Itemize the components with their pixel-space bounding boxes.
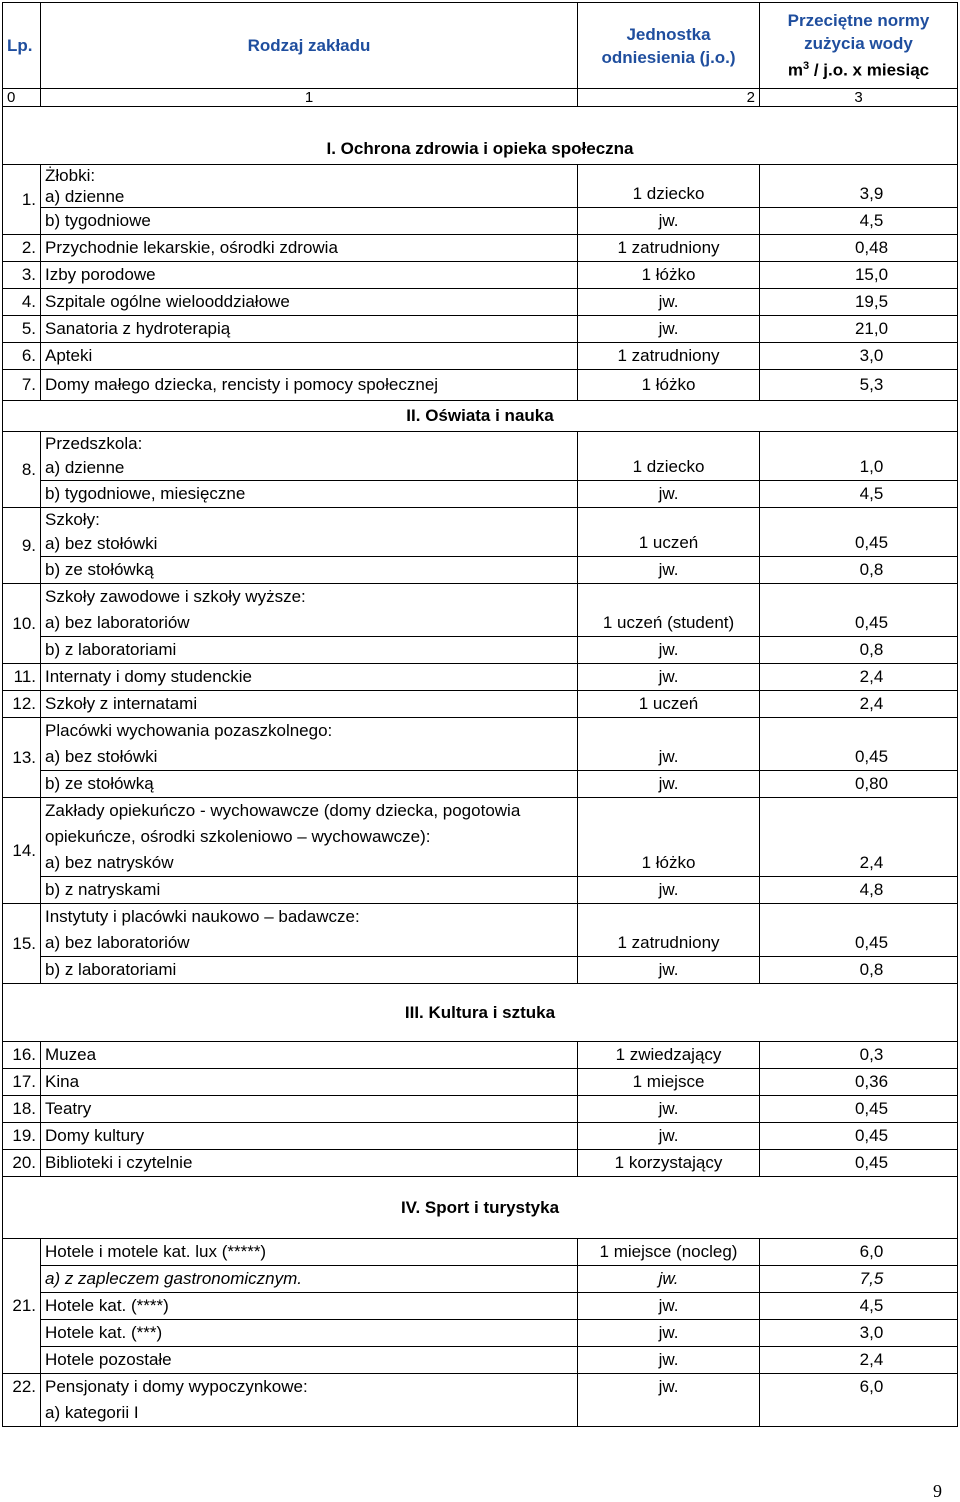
column-numbers-row [3,89,958,107]
row-name: Teatry [41,1096,578,1123]
row-value: 5,3 [760,370,958,401]
col-number: 1 [41,89,578,107]
row-name: Przychodnie lekarskie, ośrodki zdrowia [41,235,578,262]
header-type: Rodzaj zakładu [41,3,578,89]
header-norms-label: Przeciętne normy zużycia wody [787,11,930,54]
table-row [3,691,958,718]
row-lp: 16. [3,1042,41,1069]
row-unit: 1 miejsce [578,1069,760,1096]
header-norms [760,3,958,89]
row-unit: 1 dziecko [578,432,760,481]
section-title: IV. Sport i turystyka [3,1177,958,1239]
row-unit: 1 uczeń [578,691,760,718]
col-number: 3 [760,89,958,107]
row-value: 19,5 [760,289,958,316]
row-unit: jw. [578,208,760,235]
row-lp: 3. [3,262,41,289]
row-unit: 1 uczeń [578,508,760,557]
row-value: 7,5 [760,1266,958,1293]
row-value: 3,0 [760,343,958,370]
table-row [3,165,958,208]
row-unit: jw. [578,557,760,584]
row-unit: jw. [578,289,760,316]
row-unit: jw. [578,957,760,984]
table-row [3,508,958,557]
row-name: Instytuty i placówki naukowo – badawcze: a) bez laboratoriów [41,904,578,957]
row-value: 0,8 [760,637,958,664]
table-row [3,637,958,664]
table-row [3,771,958,798]
row-unit: jw. [578,316,760,343]
row-value: 21,0 [760,316,958,343]
row-name: b) ze stołówką [41,771,578,798]
row-name: Domy małego dziecka, rencisty i pomocy społecznej [41,370,578,401]
row-value: 15,0 [760,262,958,289]
row-name: Szkoły: a) bez stołówki [41,508,578,557]
table-row [3,1150,958,1177]
row-lp: 7. [3,370,41,401]
row-unit: 1 dziecko [578,165,760,208]
page-number: 9 [933,1481,942,1501]
row-name: b) tygodniowe, miesięczne [41,481,578,508]
row-lp: 5. [3,316,41,343]
row-unit: jw. [578,1123,760,1150]
row-unit: jw. [578,1096,760,1123]
row-lp: 9. [3,508,41,584]
row-value: 0,45 [760,508,958,557]
row-value: 6,0 [760,1239,958,1266]
row-name: b) z laboratoriami [41,957,578,984]
row-value: 0,45 [760,718,958,771]
row-name: Zakłady opiekuńczo - wychowawcze (domy dziecka, pogotowia opiekuńcze, ośrodki szkoleniowo – wychowawcze): a) bez natrysków [41,798,578,877]
row-name: Muzea [41,1042,578,1069]
row-unit: 1 miejsce (nocleg) [578,1239,760,1266]
row-name: b) ze stołówką [41,557,578,584]
row-unit: jw. [578,1293,760,1320]
row-unit: jw. [578,1320,760,1347]
row-name: Biblioteki i czytelnie [41,1150,578,1177]
row-unit: jw. [578,637,760,664]
row-unit: 1 zatrudniony [578,235,760,262]
row-lp: 10. [3,584,41,664]
row-value: 4,5 [760,1293,958,1320]
row-name: Szkoły zawodowe i szkoły wyższe: a) bez laboratoriów [41,584,578,637]
row-value: 0,36 [760,1069,958,1096]
header-unit: Jednostka odniesienia (j.o.) [578,3,760,89]
section-row [3,1177,958,1239]
row-unit: 1 łóżko [578,262,760,289]
row-unit: 1 zatrudniony [578,343,760,370]
row-value: 0,45 [760,1150,958,1177]
row-unit: jw. [578,481,760,508]
row-value: 2,4 [760,798,958,877]
table-row [3,262,958,289]
row-name: Sanatoria z hydroterapią [41,316,578,343]
row-lp: 20. [3,1150,41,1177]
row-lp: 17. [3,1069,41,1096]
row-name: Apteki [41,343,578,370]
header-norms-unit: $m^3 / j.o$. x miesiąc [787,60,930,80]
table-row [3,343,958,370]
row-unit: jw. [578,1374,760,1427]
row-unit: jw. [578,771,760,798]
row-value: 4,8 [760,877,958,904]
row-lp: 12. [3,691,41,718]
table-row [3,1266,958,1293]
row-value: 4,5 [760,481,958,508]
table-row [3,1374,958,1427]
table-row [3,289,958,316]
row-name: Żłobki: a) dzienne [41,165,578,208]
table-row [3,1239,958,1266]
row-unit: 1 zwiedzający [578,1042,760,1069]
row-name: Internaty i domy studenckie [41,664,578,691]
row-lp: 15. [3,904,41,984]
row-name: Hotele kat. (****) [41,1293,578,1320]
row-value: 3,0 [760,1320,958,1347]
col-number: 0 [3,89,41,107]
row-unit: 1 uczeń (student) [578,584,760,637]
table-row [3,584,958,637]
section-row [3,107,958,165]
header-row [3,3,958,89]
row-lp: 4. [3,289,41,316]
row-value: 0,8 [760,557,958,584]
row-name: Kina [41,1069,578,1096]
table-row [3,1320,958,1347]
row-unit: jw. [578,877,760,904]
table-row [3,904,958,957]
row-lp: 19. [3,1123,41,1150]
row-lp: 22. [3,1374,41,1427]
row-lp: 1. [3,165,41,235]
row-value: 0,45 [760,904,958,957]
table-row [3,664,958,691]
row-name: Szpitale ogólne wielooddziałowe [41,289,578,316]
table-row [3,1293,958,1320]
table-row [3,1096,958,1123]
row-name: Hotele i motele kat. lux (*****) [41,1239,578,1266]
table-row [3,432,958,481]
section-row [3,984,958,1042]
table-row [3,370,958,401]
row-name: Domy kultury [41,1123,578,1150]
row-value: 0,45 [760,584,958,637]
row-lp: 11. [3,664,41,691]
row-unit: jw. [578,664,760,691]
row-unit: 1 łóżko [578,370,760,401]
water-norms-table [2,2,958,1427]
row-value: 2,4 [760,691,958,718]
row-value: 1,0 [760,432,958,481]
table-row [3,208,958,235]
row-lp: 13. [3,718,41,798]
table-row [3,1123,958,1150]
row-lp: 6. [3,343,41,370]
row-name: Pensjonaty i domy wypoczynkowe: a) kategorii I [41,1374,578,1427]
row-name: Hotele kat. (***) [41,1320,578,1347]
row-name: Placówki wychowania pozaszkolnego: a) bez stołówki [41,718,578,771]
table-row [3,957,958,984]
section-title: II. Oświata i nauka [3,401,958,432]
row-lp: 14. [3,798,41,904]
table-row [3,316,958,343]
section-title: I. Ochrona zdrowia i opieka społeczna [3,107,958,165]
row-lp: 18. [3,1096,41,1123]
row-unit: 1 korzystający [578,1150,760,1177]
row-name: Izby porodowe [41,262,578,289]
table-row [3,1042,958,1069]
row-value: 0,80 [760,771,958,798]
row-value: 0,45 [760,1123,958,1150]
row-lp: 8. [3,432,41,508]
row-value: 2,4 [760,664,958,691]
row-name: b) z laboratoriami [41,637,578,664]
table-row [3,1069,958,1096]
row-name: b) z natryskami [41,877,578,904]
table-row [3,798,958,877]
table-row [3,718,958,771]
row-value: 0,48 [760,235,958,262]
table-row [3,557,958,584]
row-value: 3,9 [760,165,958,208]
row-value: 2,4 [760,1347,958,1374]
row-name: b) tygodniowe [41,208,578,235]
row-name: a) z zapleczem gastronomicznym. [41,1266,578,1293]
row-unit: 1 łóżko [578,798,760,877]
row-value: 4,5 [760,208,958,235]
row-unit: jw. [578,718,760,771]
row-unit: jw. [578,1266,760,1293]
row-value: 6,0 [760,1374,958,1427]
row-value: 0,8 [760,957,958,984]
row-unit: jw. [578,1347,760,1374]
row-value: 0,3 [760,1042,958,1069]
header-lp: Lp. [3,3,41,89]
table-row [3,481,958,508]
row-lp: 2. [3,235,41,262]
section-title: III. Kultura i sztuka [3,984,958,1042]
row-unit: 1 zatrudniony [578,904,760,957]
row-name: Hotele pozostałe [41,1347,578,1374]
table-row [3,877,958,904]
table-row [3,1347,958,1374]
row-lp: 21. [3,1239,41,1374]
table-row [3,235,958,262]
row-name: Przedszkola: a) dzienne [41,432,578,481]
col-number: 2 [578,89,760,107]
row-name: Szkoły z internatami [41,691,578,718]
row-value: 0,45 [760,1096,958,1123]
section-row [3,401,958,432]
